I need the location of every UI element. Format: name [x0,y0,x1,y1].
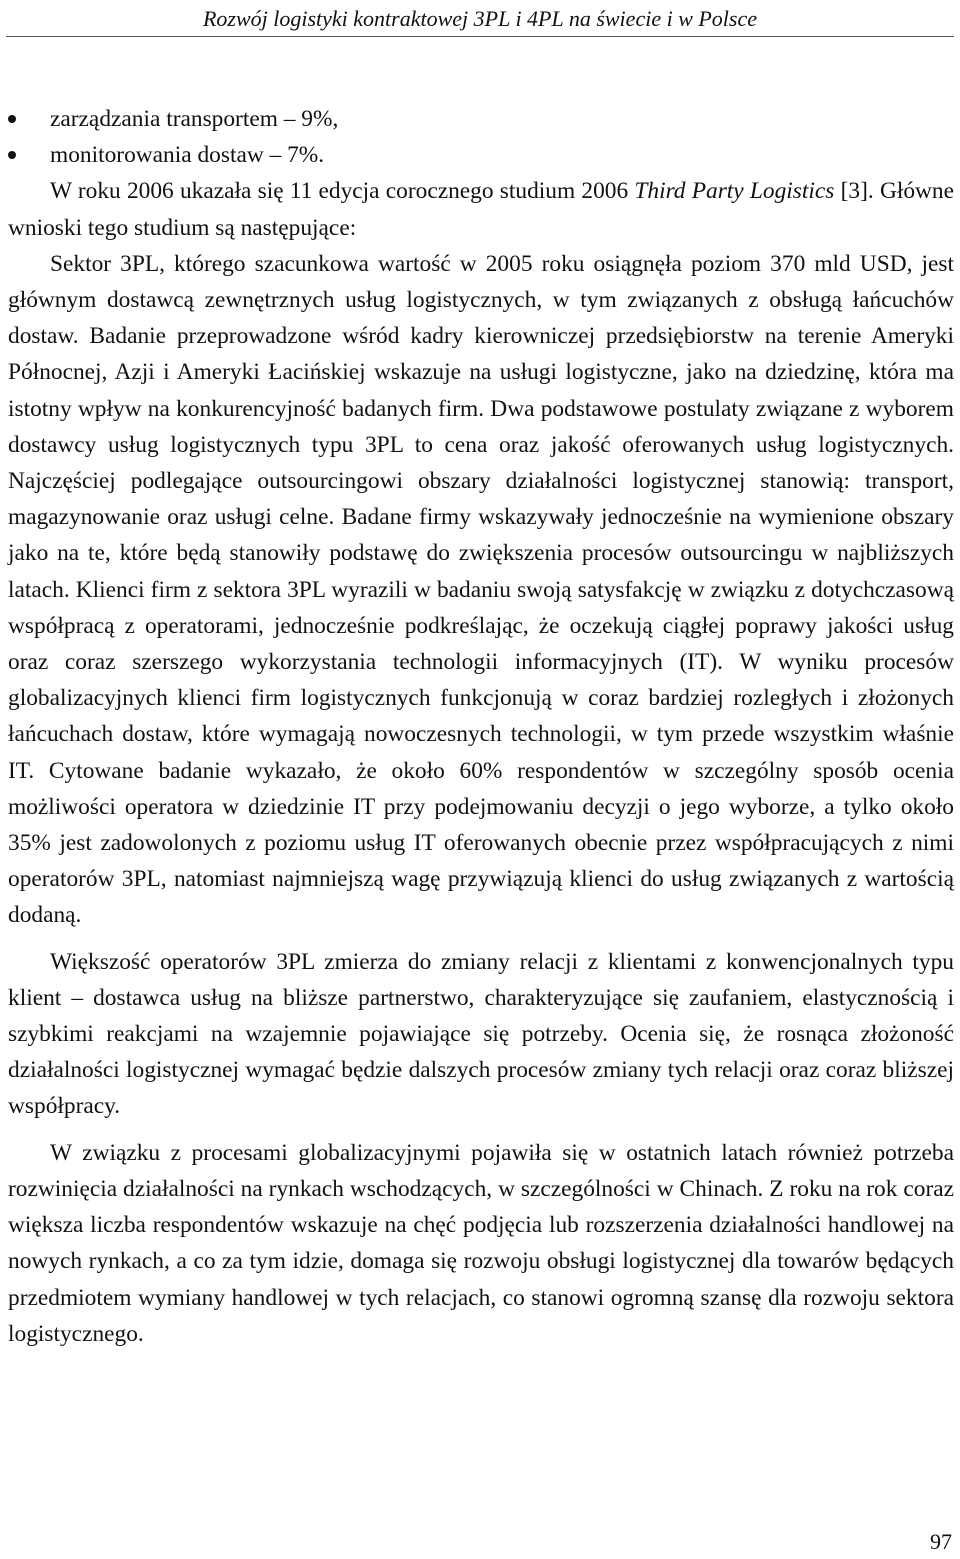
paragraph-intro [8,173,954,245]
page-number: 97 [930,1529,952,1554]
paragraph-relations: Większość operatorów 3PL zmierza do zmiany relacji z klientami z konwencjonalnych typu klient – dostawca usług na bliższe partnerstwo, charakteryzujące się zaufaniem, elastycznością i szybkimi reakcjami na wzajemnie pojawiające się potrzeby. Ocenia się, że rosnąca złożoność działalności logistycznej wymagać będzie dalszych procesów zmiany tych relacji oraz coraz bliższej współpracy. [8,948,954,1120]
header-divider [6,36,954,37]
bullet-text: monitorowania dostaw – 7%. [50,142,325,169]
intro-text: W roku 2006 ukazała się 11 edycja corocznego studium 2006 [50,178,635,205]
list-item [8,137,954,173]
page-body [8,101,954,1352]
paragraph-globalization: W związku z procesami globalizacyjnymi pojawiła się w ostatnich latach również potrzeba rozwinięcia działalności na rynkach wschodzących, w szczególności w Chinach. Z roku na rok coraz większa liczba respondentów wskazuje na chęć podjęcia lub rozszerzenia działalności handlowej na nowych rynkach, a co za tym idzie, domaga się rozwoju obsługi logistycznej dla towarów będących przedmiotem wymiany handlowej w tych relacjach, co stanowi ogromną szansę dla rozwoju sektora logistycznego. [8,1139,954,1347]
list-item [8,101,954,137]
study-title: Third Party Logistics [634,178,835,205]
paragraph-findings: Sektor 3PL, którego szacunkowa wartość w 2005 roku osiągnęła poziom 370 mld USD, jest głównym dostawcą zewnętrznych usług logistycznych, w tym związanych z obsługą łańcuchów dostaw. Badanie przeprowadzone wśród kadry kierowniczej przedsiębiorstw na terenie Ameryki Północnej, Azji i Ameryki Łacińskiej wskazuje na usługi logistyczne, jako na dziedzinę, która ma istotny wpływ na konkurencyjność badanych firm. Dwa podstawowe postulaty związane z wyborem dostawcy usług logistycznych typu 3PL to cena oraz jakość oferowanych usług logistycznych. Najczęściej podlegające outsourcingowi obszary działalności logistycznej stanowią: transport, magazynowanie oraz usługi celne. Badane firmy wskazywały jednocześnie na wymienione obszary jako na te, które będą stanowiły podstawę do zwiększenia procesów outsourcingu w najbliższych latach. Klienci firm z sektora 3PL wyrazili w badaniu swoją satysfakcję w związku z dotychczasową współpracą z operatorami, jednocześnie podkreślając, że oczekują ciągłej poprawy jakości usług oraz coraz szerszego wykorzystania technologii informacyjnych (IT). W wyniku procesów globalizacyjnych klienci firm logistycznych funkcjonują w coraz bardziej rozległych i złożonych łańcuchach dostaw, które wymagają nowoczesnych technologii, w tym przede wszystkim właśnie IT. Cytowane badanie wykazało, że około 60% respondentów w szczególny sposób ocenia możliwości operatora w dziedzinie IT przy podejmowaniu decyzji o jego wyborze, a tylko około 35% jest zadowolonych z poziomu usług IT oferowanych obecnie przez współpracujących z nimi operatorów 3PL, natomiast najmniejszą wagę przywiązują klienci do usług związanych z wartością dodaną. [8,250,954,929]
bullet-icon [8,115,16,123]
bullet-icon [8,151,16,159]
bullet-list [8,101,954,173]
running-header: Rozwój logistyki kontraktowej 3PL i 4PL na świecie i w Polsce [202,6,758,31]
bullet-text: zarządzania transportem – 9%, [50,106,339,132]
intro-text-end: [3]. Główne wnioski tego studium są następujące: [8,178,954,241]
